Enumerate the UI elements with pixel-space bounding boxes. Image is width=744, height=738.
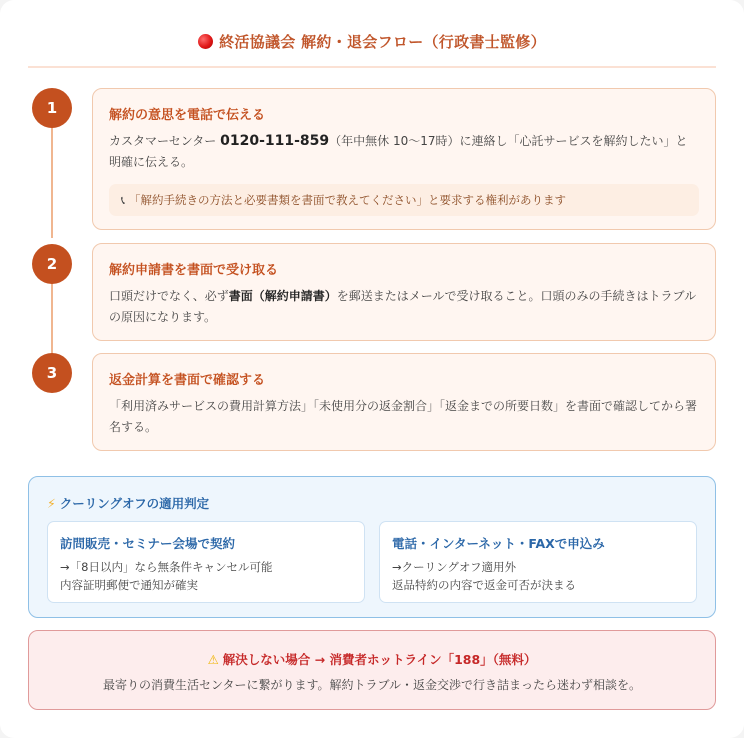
case-line: 返品特約の内容で返金可否が決まる xyxy=(392,578,576,592)
cooling-off-panel xyxy=(28,476,716,618)
phone-number[interactable]: 0120-111-859 xyxy=(220,133,330,149)
cooling-off-case-remote xyxy=(379,521,697,603)
step-body-text: カスタマーセンター xyxy=(109,134,221,148)
phone-icon: 📞︎ xyxy=(121,193,126,207)
step-card-3 xyxy=(92,353,716,451)
warning-body: 最寄りの消費生活センターに繋がります。解約トラブル・返金交渉で行き詰まったら迷わず相談を。 xyxy=(102,678,642,692)
lightning-icon: ⚡︎ xyxy=(47,496,56,511)
cooling-off-title-text: クーリングオフの適用判定 xyxy=(59,496,210,511)
red-circle-icon xyxy=(198,34,213,49)
step-body-text: を郵送またはメールで受け取ること。口頭のみの手続きはトラブルの原因になります。 xyxy=(109,289,697,324)
step-body-emphasis: 書面（解約申請書） xyxy=(228,289,337,303)
step-title: 解約の意思を電話で伝える xyxy=(109,108,266,123)
warning-icon: ⚠︎ xyxy=(207,652,219,667)
hotline-warning-box xyxy=(28,630,716,710)
warning-title-text: 解決しない場合 → 消費者ホットライン「188」（無料） xyxy=(222,652,537,667)
step-card-1 xyxy=(92,88,716,230)
timeline-connector xyxy=(51,282,53,354)
step-body-text: 口頭だけでなく、必ず xyxy=(109,289,229,303)
step-body-text: （年中無休 10〜17時）に連絡し「心託サービスを解約したい」と明確に伝える。 xyxy=(109,134,688,169)
case-line: 内容証明郵便で通知が確実 xyxy=(60,578,198,592)
warning-title xyxy=(29,650,715,668)
cooling-off-title xyxy=(47,494,209,512)
page-title-text: 終活協議会 解約・退会フロー（行政書士監修） xyxy=(219,33,546,51)
step-title: 返金計算を書面で確認する xyxy=(109,373,266,388)
case-title: 訪問販売・セミナー会場で契約 xyxy=(60,536,236,551)
title-divider xyxy=(28,66,716,68)
tip-box xyxy=(109,184,699,216)
tip-text: 「解約手続きの方法と必要書類を書面で教えてください」と要求する権利があります xyxy=(129,193,567,207)
page-title xyxy=(0,31,744,52)
step-card-2 xyxy=(92,243,716,341)
timeline-connector xyxy=(51,126,53,238)
step-number-badge: 3 xyxy=(32,353,72,393)
step-body xyxy=(109,286,699,328)
case-line: →クーリングオフ適用外 xyxy=(392,560,517,574)
step-number-badge: 1 xyxy=(32,88,72,128)
step-body: 「利用済みサービスの費用計算方法」「未使用分の返金割合」「返金までの所要日数」を書面で確認してから署名する。 xyxy=(109,399,698,434)
step-body xyxy=(109,131,699,173)
case-line: →「8日以内」なら無条件キャンセル可能 xyxy=(60,560,273,574)
case-title: 電話・インターネット・FAXで申込み xyxy=(392,536,605,551)
cooling-off-case-in-person xyxy=(47,521,365,603)
step-title: 解約申請書を書面で受け取る xyxy=(109,263,279,278)
step-number-badge: 2 xyxy=(32,244,72,284)
